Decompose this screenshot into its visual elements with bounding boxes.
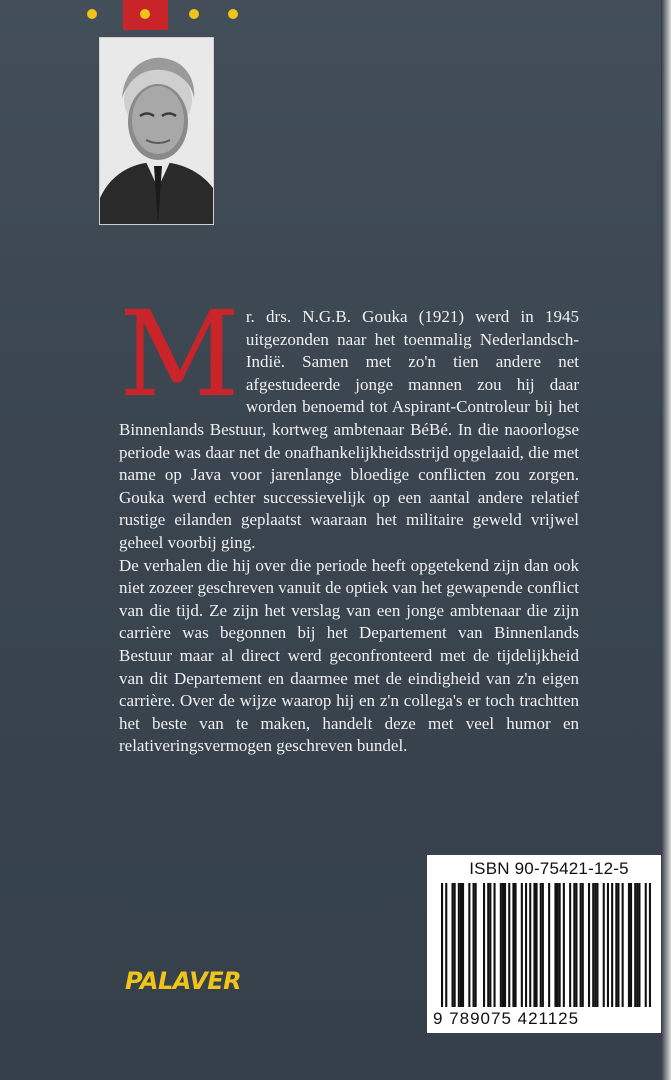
barcode-bar	[542, 883, 544, 1007]
barcode-bar	[617, 883, 619, 1007]
barcode-bar	[649, 883, 651, 1007]
barcode-bar	[607, 883, 609, 1007]
barcode-bar	[536, 883, 538, 1007]
barcode-bar	[636, 883, 638, 1007]
barcode-bar	[441, 883, 443, 1007]
barcode-bar	[596, 883, 598, 1007]
barcode-bar	[468, 883, 470, 1007]
blurb-paragraph: r. drs. N.G.B. Gouka (1921) werd in 1945 uitgezonden naar het toenmalig Nederlandsch-Indië. Samen met zo'n tien andere net afgestudeerde jonge mannen zou hij daar worden benoemd tot Aspirant-Controleur bij het Binnenlands Bestuur, kortweg ambtenaar BéBé. In die naoorlogse periode was daar net de onafhankelijkheidsstrijd opgelaaid, die met name op Java voor jarenlange bloedige conflicten zou zorgen. Gouka werd echter successievelijk op een aantal andere relatief rustige eilanden geplaatst waaraan het militaire geweld vrijwel geheel voorbij ging.	[119, 307, 579, 552]
barcode-bar	[504, 883, 506, 1007]
barcode-bar	[540, 883, 542, 1007]
yellow-dot-icon	[189, 9, 199, 19]
barcode-bar	[592, 883, 594, 1007]
barcode-bar	[554, 883, 556, 1007]
top-decoration	[0, 0, 671, 32]
barcode-bar	[515, 883, 517, 1007]
barcode-bar	[445, 883, 447, 1007]
barcode-bar	[559, 883, 561, 1007]
barcode-bar	[594, 883, 596, 1007]
barcode-bar	[512, 883, 514, 1007]
barcode-bar	[628, 883, 630, 1007]
blurb-text	[119, 285, 579, 758]
barcode-bar	[615, 883, 617, 1007]
barcode-bar	[473, 883, 475, 1007]
barcode-bar	[452, 883, 454, 1007]
barcode-bar	[622, 883, 624, 1007]
barcode-bar	[548, 883, 550, 1007]
page-edge	[661, 0, 671, 1080]
barcode-bar	[557, 883, 559, 1007]
barcode-bar	[529, 883, 531, 1007]
barcode-bar	[588, 883, 590, 1007]
yellow-dot-icon	[140, 9, 150, 19]
barcode-bar	[525, 883, 527, 1007]
barcode-bar	[630, 883, 632, 1007]
author-photo	[99, 37, 214, 225]
barcode-bar	[533, 883, 535, 1007]
barcode-bar	[489, 883, 491, 1007]
barcode-bar	[582, 883, 584, 1007]
barcode-bar	[603, 883, 605, 1007]
barcode-bar	[502, 883, 504, 1007]
barcode-bar	[575, 883, 577, 1007]
publisher-logo: PALAVER	[125, 967, 242, 995]
barcode-bar	[634, 883, 636, 1007]
barcode-bar	[569, 883, 571, 1007]
barcode-bar	[483, 883, 485, 1007]
barcode-bar	[573, 883, 575, 1007]
barcode-bar	[462, 883, 464, 1007]
barcode-bar	[563, 883, 565, 1007]
barcode-bar	[475, 883, 477, 1007]
yellow-dot-icon	[87, 9, 97, 19]
barcode-bar	[460, 883, 462, 1007]
barcode-bar	[458, 883, 460, 1007]
yellow-dot-icon	[228, 9, 238, 19]
barcode-digits: 9 789075 421125	[433, 1009, 580, 1028]
isbn-label: ISBN 90-75421-12-5	[469, 859, 629, 878]
barcode-bar	[487, 883, 489, 1007]
barcode-icon	[437, 883, 657, 1007]
barcode-bar	[645, 883, 647, 1007]
barcode-bar	[580, 883, 582, 1007]
barcode-bar	[500, 883, 502, 1007]
barcode-bar	[508, 883, 510, 1007]
barcode-bar	[494, 883, 496, 1007]
barcode-bar	[638, 883, 640, 1007]
drop-cap: M	[119, 285, 240, 423]
barcode-bar	[521, 883, 523, 1007]
barcode-panel	[427, 855, 667, 1033]
blurb-paragraph: De verhalen die hij over die periode heeft opgetekend zijn dan ook niet zozeer geschreven vanuit de optiek van het gewapende conflict van die tijd. Ze zijn het verslag van een jonge ambtenaar die zijn carrière was begonnen bij het Departement van Binnenlands Bestuur maar al direct werd geconfronteerd met de tijdelijkheid van dit Departement en daarmee met de eindigheid van z'n eigen carrière. Over de wijze waarop hij en z'n collega's er toch trachtten het beste van te maken, handelt deze met veel humor en relativeringsvermogen geschreven bundel.	[119, 555, 579, 756]
barcode-bar	[611, 883, 613, 1007]
barcode-bar	[454, 883, 456, 1007]
